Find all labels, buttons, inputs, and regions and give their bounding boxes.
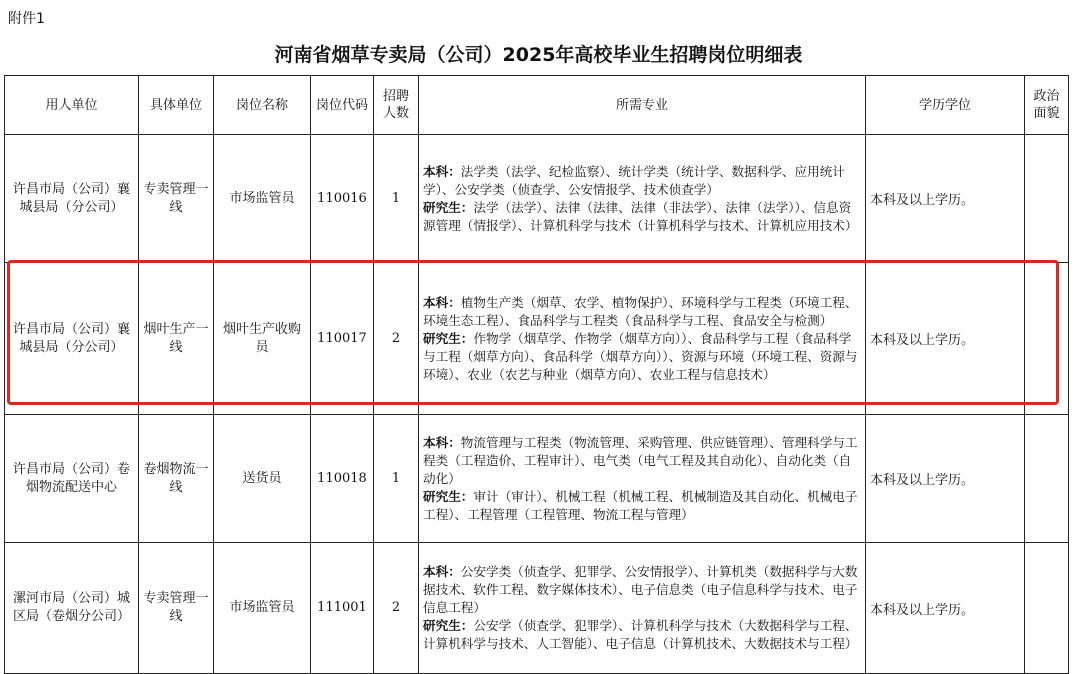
- header-sub-unit: 具体单位: [139, 76, 214, 135]
- undergrad-majors: 法学类（法学、纪检监察）、统计学类（统计学、数据科学、应用统计学）、公安学类（侦查学、公安情报学、技术侦查学）: [423, 163, 845, 197]
- header-political: 政治面貌: [1025, 76, 1069, 135]
- header-count: 招聘人数: [374, 76, 419, 135]
- attachment-label: 附件1: [8, 11, 45, 27]
- undergrad-label: 本科：: [423, 294, 461, 310]
- grad-label: 研究生：: [423, 618, 474, 633]
- undergrad-majors: 植物生产类（烟草、农学、植物保护）、环境科学与工程类（环境工程、环境生态工程）、食品科学与工程类（食品科学与工程、食品安全与检测）: [423, 294, 858, 328]
- unit-cell: 许昌市局（公司）卷烟物流配送中心: [5, 415, 139, 543]
- grad-label: 研究生：: [423, 488, 474, 504]
- table-row: [5, 263, 1069, 415]
- table-row: [5, 135, 1069, 263]
- grad-majors: 作物学（烟草学、作物学（烟草方向））、食品科学与工程（食品科学与工程（烟草方向）、食品科学（烟草方向））、资源与环境（环境工程、资源与环境）、农业（农艺与种业（烟草方向）、农业工程与信息技术）: [423, 330, 858, 382]
- code-cell: 110016: [311, 135, 374, 263]
- undergrad-label: 本科：: [423, 434, 461, 450]
- count-cell: 2: [374, 543, 419, 674]
- grad-majors: 法学（法学）、法律（法律、法律（非法学）、法律（法学））、信息资源管理（情报学）、计算机科学与技术（计算机科学与技术、计算机应用技术）: [423, 199, 858, 233]
- header-code: 岗位代码: [311, 76, 374, 135]
- unit-cell: 许昌市局（公司）襄城县局（分公司）: [5, 263, 139, 415]
- page-title: 河南省烟草专卖局（公司）2025年高校毕业生招聘岗位明细表: [274, 44, 803, 66]
- header-position: 岗位名称: [214, 76, 311, 135]
- undergrad-majors: 公安学类（侦查学、犯罪学、公安情报学）、计算机类（数据科学与大数据技术、软件工程、数字媒体技术）、电子信息类（电子信息科学与技术、电子信息工程）: [423, 564, 858, 615]
- sub-unit-cell: 专卖管理一线: [139, 543, 214, 674]
- majors-cell: [419, 543, 866, 674]
- education-cell: 本科及以上学历。: [866, 263, 1025, 415]
- undergrad-majors: 物流管理与工程类（物流管理、采购管理、供应链管理）、管理科学与工程类（工程造价、工程审计）、电气类（电气工程及其自动化）、自动化类（自动化）: [423, 434, 858, 486]
- political-cell: [1025, 135, 1069, 263]
- position-cell: 市场监管员: [214, 135, 311, 263]
- sub-unit-cell: 烟叶生产一线: [139, 263, 214, 415]
- position-cell: 烟叶生产收购员: [214, 263, 311, 415]
- political-cell: [1025, 543, 1069, 674]
- majors-cell: [419, 135, 866, 263]
- undergrad-label: 本科：: [423, 564, 461, 579]
- grad-label: 研究生：: [423, 330, 474, 346]
- count-cell: 1: [374, 135, 419, 263]
- majors-cell: [419, 415, 866, 543]
- undergrad-label: 本科：: [423, 163, 461, 179]
- position-cell: 送货员: [214, 415, 311, 543]
- header-education: 学历学位: [866, 76, 1025, 135]
- unit-cell: 漯河市局（公司）城区局（卷烟分公司）: [5, 543, 139, 674]
- recruitment-table: [4, 75, 1069, 674]
- political-cell: [1025, 263, 1069, 415]
- code-cell: 110017: [311, 263, 374, 415]
- position-cell: 市场监管员: [214, 543, 311, 674]
- count-cell: 2: [374, 263, 419, 415]
- grad-majors: 审计（审计）、机械工程（机械工程、机械制造及其自动化、机械电子工程）、工程管理（工程管理、物流工程与管理）: [423, 488, 858, 522]
- political-cell: [1025, 415, 1069, 543]
- grad-label: 研究生：: [423, 199, 474, 215]
- count-cell: 1: [374, 415, 419, 543]
- sub-unit-cell: 专卖管理一线: [139, 135, 214, 263]
- table-row: [5, 415, 1069, 543]
- header-unit: 用人单位: [5, 76, 139, 135]
- grad-majors: 公安学（侦查学、犯罪学）、计算机科学与技术（大数据科学与工程、计算机科学与技术、人工智能）、电子信息（计算机技术、大数据技术与工程）: [423, 618, 858, 651]
- code-cell: 111001: [311, 543, 374, 674]
- education-cell: 本科及以上学历。: [866, 415, 1025, 543]
- sub-unit-cell: 卷烟物流一线: [139, 415, 214, 543]
- education-cell: 本科及以上学历。: [866, 543, 1025, 674]
- majors-cell: [419, 263, 866, 415]
- table-row: [5, 543, 1069, 674]
- unit-cell: 许昌市局（公司）襄城县局（分公司）: [5, 135, 139, 263]
- education-cell: 本科及以上学历。: [866, 135, 1025, 263]
- code-cell: 110018: [311, 415, 374, 543]
- header-majors: 所需专业: [419, 76, 866, 135]
- table-header-row: [5, 76, 1069, 135]
